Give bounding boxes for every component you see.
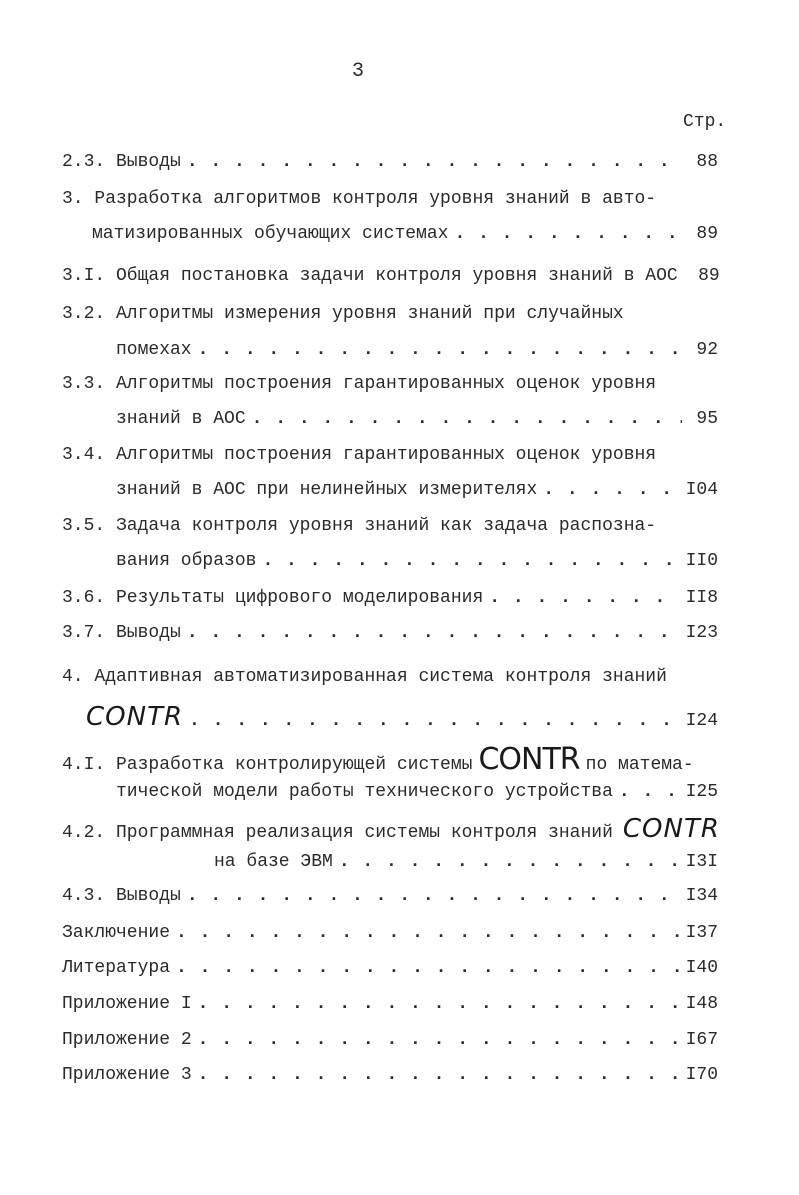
toc-title: 4.3. Выводы <box>62 886 181 906</box>
dot-leader <box>198 1030 680 1050</box>
toc-page: II8 <box>685 588 718 608</box>
toc-page: I37 <box>685 923 718 943</box>
toc-entry <box>86 702 718 734</box>
toc-page: I40 <box>685 958 718 978</box>
dot-leader <box>543 480 679 500</box>
toc-page: 89 <box>696 224 718 244</box>
toc-page: I3I <box>685 852 718 872</box>
toc-page: 92 <box>696 340 718 360</box>
toc-title: по матема- <box>585 755 694 775</box>
toc-page: 95 <box>696 409 718 429</box>
toc-page: I70 <box>685 1065 718 1085</box>
toc-title: Заключение <box>62 923 171 943</box>
toc-entry <box>62 923 718 949</box>
toc-title: помехах <box>116 340 192 360</box>
toc-title: 3.7. Выводы <box>62 623 181 643</box>
toc-page: I67 <box>685 1030 718 1050</box>
toc-title: 4.I. Разработка контролирующей системы <box>62 755 473 775</box>
toc-title: 3. Разработка алгоритмов контроля уровня знаний в авто- <box>62 189 657 209</box>
dot-leader <box>187 152 682 172</box>
page-number: 3 <box>352 60 365 83</box>
toc-title: 3.4. Алгоритмы построения гарантированных оценок уровня <box>62 445 657 465</box>
toc-page: I24 <box>685 711 718 731</box>
toc-entry <box>116 340 718 366</box>
toc-entry <box>62 623 718 649</box>
toc-entry <box>62 1030 718 1056</box>
toc-entry <box>116 551 718 577</box>
dot-leader <box>198 340 682 360</box>
dot-leader <box>619 782 680 802</box>
toc-title: Литература <box>62 958 171 978</box>
dot-leader <box>187 886 680 906</box>
toc-title: 4.2. Программная реализация системы контроля знаний <box>62 823 613 843</box>
toc-page: I48 <box>685 994 718 1014</box>
toc-title: тической модели работы технического устройства <box>116 782 613 802</box>
toc-entry <box>62 958 718 984</box>
handwritten-contr: CONTR <box>478 742 580 777</box>
toc-entry <box>62 266 718 292</box>
toc-page: I23 <box>685 623 718 643</box>
toc-title: вания образов <box>116 551 257 571</box>
toc-title-line <box>62 814 720 844</box>
toc-title: 3.2. Алгоритмы измерения уровня знаний при случайных <box>62 304 624 324</box>
dot-leader <box>189 711 680 731</box>
toc-entry <box>62 588 718 614</box>
toc-title: матизированных обучающих системах <box>92 224 449 244</box>
toc-page: 89 <box>698 266 720 286</box>
dot-leader <box>489 588 679 608</box>
toc-title: 3.6. Результаты цифрового моделирования <box>62 588 484 608</box>
toc-entry <box>214 852 718 878</box>
dot-leader <box>252 409 682 429</box>
toc-entry <box>62 886 718 912</box>
toc-entry <box>62 152 718 178</box>
page-column-header: Стр. <box>683 112 727 132</box>
toc-page: I34 <box>685 886 718 906</box>
toc-entry <box>62 994 718 1020</box>
toc-entry <box>116 480 718 506</box>
toc-title: 4. Адаптивная автоматизированная система контроля знаний <box>62 667 667 687</box>
dot-leader <box>198 994 680 1014</box>
dot-leader <box>176 923 680 943</box>
dot-leader <box>262 551 679 571</box>
dot-leader <box>198 1065 680 1085</box>
toc-title: 3.5. Задача контроля уровня знаний как задача распозна- <box>62 516 657 536</box>
dot-leader <box>339 852 680 872</box>
toc-title: 2.3. Выводы <box>62 152 181 172</box>
dot-leader <box>187 623 680 643</box>
toc-title: Приложение 3 <box>62 1065 192 1085</box>
toc-entry <box>92 224 718 250</box>
dot-leader <box>176 958 680 978</box>
handwritten-contr: CONTR <box>622 814 720 844</box>
toc-page: I25 <box>685 782 718 802</box>
toc-page: 88 <box>696 152 718 172</box>
toc-title: знаний в АОС при нелинейных измерителях <box>116 480 538 500</box>
toc-page: II0 <box>685 551 718 571</box>
dot-leader <box>454 224 682 244</box>
toc-entry <box>62 1065 718 1091</box>
handwritten-contr: CONTR <box>86 702 184 732</box>
toc-entry <box>116 409 718 435</box>
toc-title: на базе ЭВМ <box>214 852 333 872</box>
toc-title: 3.3. Алгоритмы построения гарантированных оценок уровня <box>62 374 657 394</box>
toc-page: I04 <box>685 480 718 500</box>
toc-title: Приложение I <box>62 994 192 1014</box>
toc-entry <box>116 782 718 808</box>
toc-title-line <box>62 742 694 777</box>
toc-title: знаний в АОС <box>116 409 246 429</box>
toc-title: 3.I. Общая постановка задачи контроля уровня знаний в АОС <box>62 266 678 286</box>
toc-title: Приложение 2 <box>62 1030 192 1050</box>
